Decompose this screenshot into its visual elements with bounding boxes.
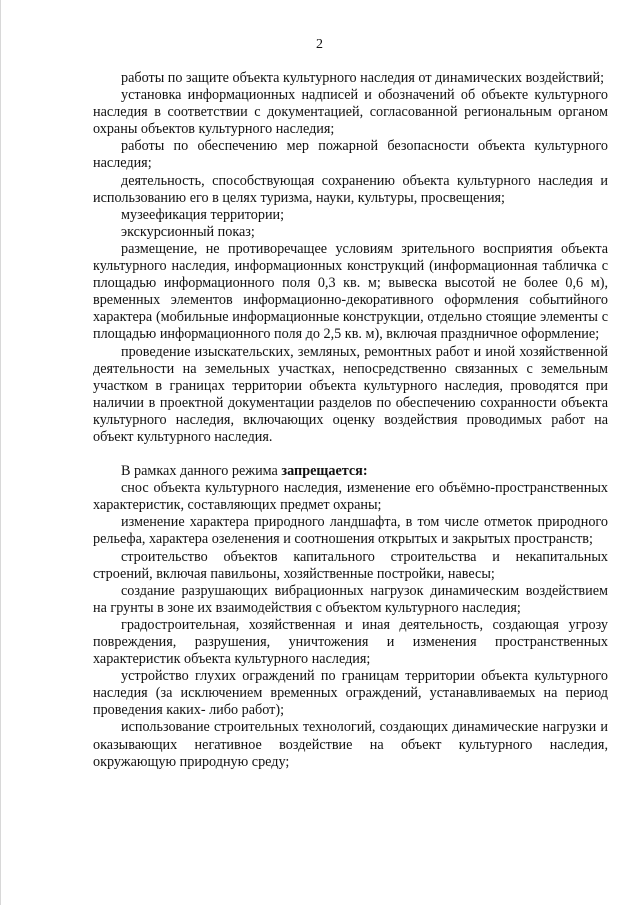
prohibited-item: снос объекта культурного наследия, изменение его объёмно-пространственных характеристик, составляющих предмет охраны; [93,480,608,514]
allowed-item: проведение изыскательских, земляных, ремонтных работ и иной хозяйственной деятельности на земельных участках, непосредственно связанных с земельным участком в границах территории объекта культурного наследия, проводятся при наличии в проектной документации разделов по обеспечению сохранности объекта культурного наследия, включающих оценку воздействия проводимых работ на объект культурного наследия. [93,343,608,445]
prohibited-item: градостроительная, хозяйственная и иная деятельность, создающая угрозу повреждения, разрушения, уничтожения и изменения пространственных характеристик объекта культурного наследия; [93,616,608,668]
allowed-item: размещение, не противоречащее условиям зрительного восприятия объекта культурного наследия, информационных конструкций (информационная табличка с площадью информационного поля 0,3 кв. м; вывеска высотой не более 0,6 м), временных элементов информационно-декоративного оформления событийного характера (мобильные информационные конструкции, отдельно стоящие элементы с площадью информационного поля до 2,5 кв. м), включая праздничное оформление; [93,240,608,343]
allowed-item: экскурсионный показ; [121,223,255,240]
regime-emphasis: запрещается: [281,463,368,480]
prohibited-item: строительство объектов капитального строительства и некапитальных строений, включая павильоны, хозяйственные постройки, навесы; [93,548,608,582]
prohibited-item: создание разрушающих вибрационных нагрузок динамическим воздействием на грунты в зоне их взаимодействия с объектом культурного наследия; [93,582,608,616]
allowed-item: работы по защите объекта культурного наследия от динамических воздействий; [121,70,605,86]
prohibited-item: устройство глухих ограждений по границам территории объекта культурного наследия (за исключением временных ограждений, устанавливаемых на период проведения каких- либо работ); [93,668,608,719]
allowed-item: работы по обеспечению мер пожарной безопасности объекта культурного наследия; [93,138,608,172]
document-body [93,70,608,771]
page-number: 2 [316,37,323,52]
page-edge [0,0,1,905]
regime-intro-text: В рамках данного режима [121,463,282,480]
paragraph-gap [93,446,608,463]
allowed-item: музеефикация территории; [121,206,285,223]
prohibited-item: использование строительных технологий, создающих динамические нагрузки и оказывающих негативное воздействие на объект культурного наследия, окружающую природную среду; [93,719,608,770]
allowed-item: установка информационных надписей и обозначений об объекте культурного наследия в соответствии с документацией, согласованной региональным органом охраны объектов культурного наследия; [93,87,608,138]
prohibited-item: изменение характера природного ландшафта, в том числе отметок природного рельефа, характера озеленения и соотношения открытых и закрытых пространств; [93,514,608,548]
regime-intro [93,463,608,480]
allowed-item: деятельность, способствующая сохранению объекта культурного наследия и использованию его в целях туризма, науки, культуры, просвещения; [93,172,608,206]
